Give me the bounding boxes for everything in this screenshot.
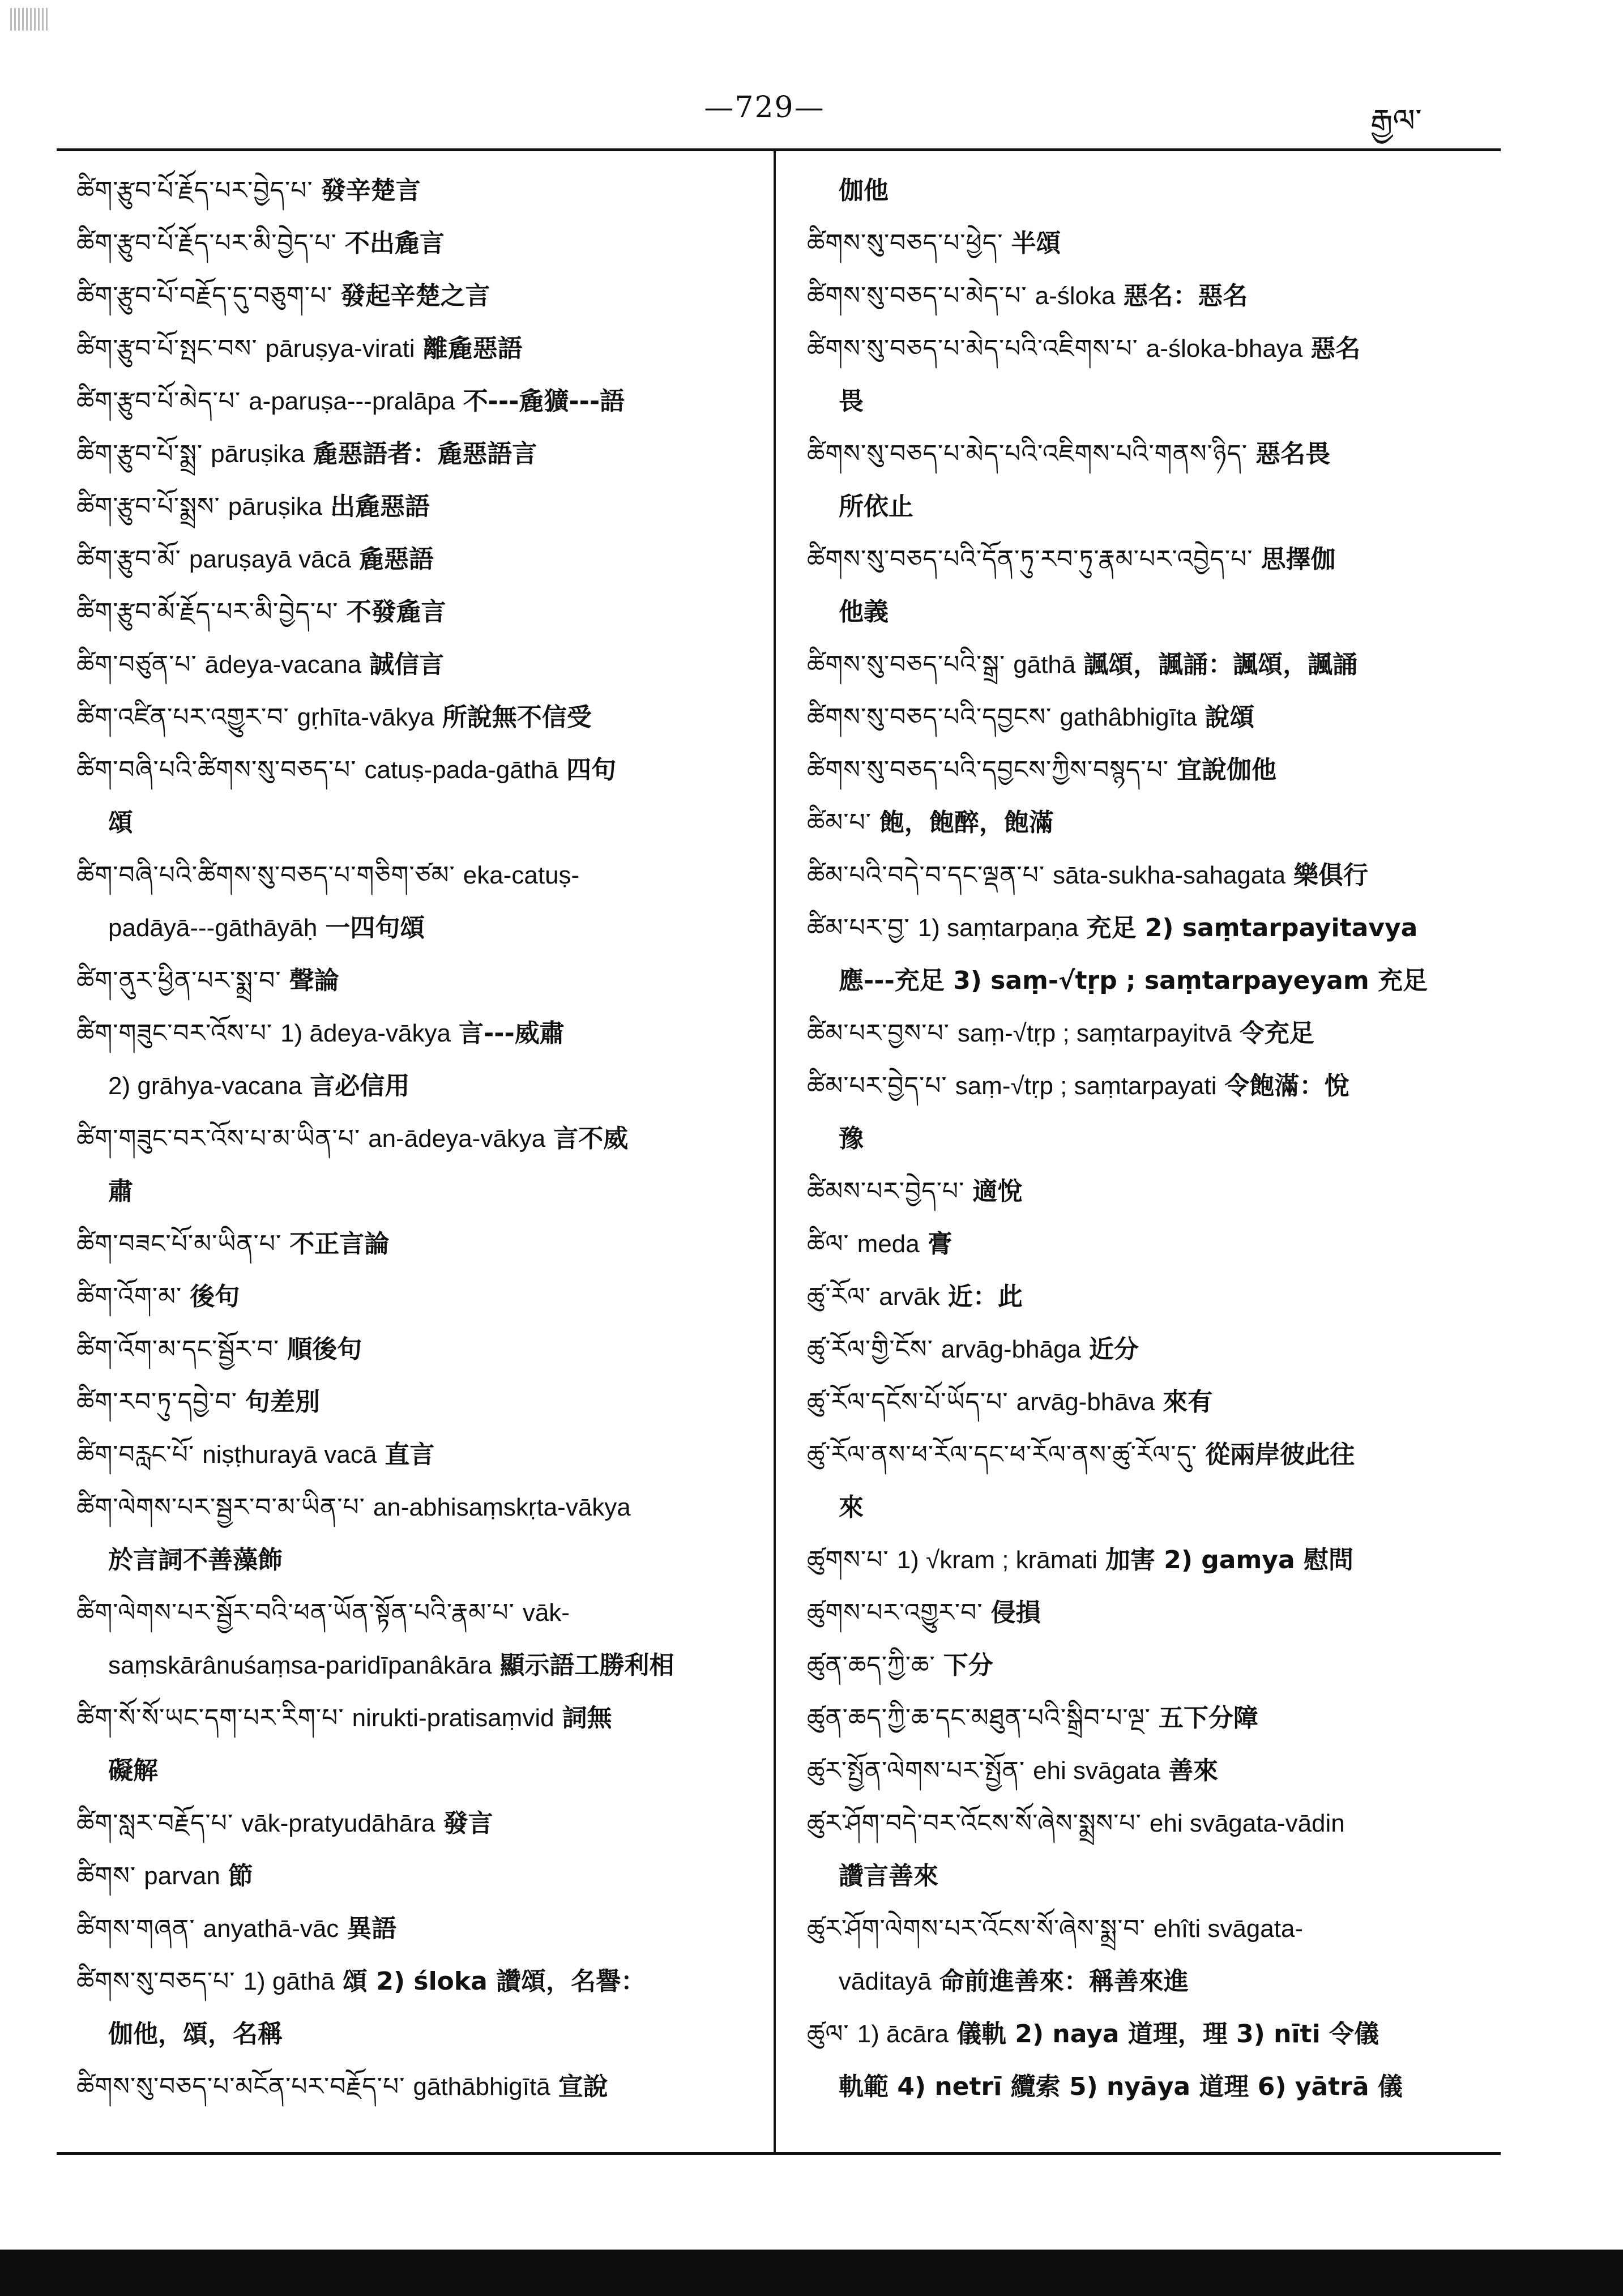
chinese-equivalent: 五下分障 bbox=[1158, 1704, 1258, 1732]
dictionary-entry bbox=[807, 428, 1487, 480]
tibetan-headword: ཚིགས་སུ་བཅད་པ་ bbox=[76, 1967, 236, 1996]
chinese-equivalent: 發起辛楚之言 bbox=[340, 281, 490, 310]
dictionary-entry bbox=[76, 744, 759, 796]
tibetan-headword: ཚུར་ཤོག་བདེ་བར་འོངས་སོ་ཞེས་སྨྲས་པ་ bbox=[807, 1809, 1142, 1838]
tibetan-headword: ཚིགས་སུ་བཅད་པའི་དབྱངས་ bbox=[807, 703, 1052, 732]
tibetan-headword: ཚིགས་སུ་བཅད་པ་མངོན་པར་བརྗོད་པ་ bbox=[76, 2072, 405, 2101]
tibetan-headword: ཚུ་རོལ་ bbox=[807, 1282, 872, 1311]
entry-continuation bbox=[76, 1744, 759, 1797]
sanskrit-equivalent: pāruṣya-virati bbox=[265, 335, 415, 362]
right-column bbox=[807, 164, 1487, 2113]
dictionary-entry bbox=[807, 1270, 1487, 1323]
tibetan-headword: ཚིག་ནུར་ཕྱིན་པར་སྨྲ་བ་ bbox=[76, 966, 281, 995]
sanskrit-equivalent: an-abhisaṃskṛta-vākya bbox=[373, 1493, 631, 1521]
tibetan-headword: ཚུ་རོལ་དངོས་པོ་ཡོད་པ་ bbox=[807, 1388, 1009, 1416]
chinese-equivalent: 惡名：惡名 bbox=[1123, 281, 1248, 310]
tibetan-headword: ཚིག་རྩུབ་མོ་ bbox=[76, 545, 181, 574]
tibetan-headword: ཚིགས་སུ་བཅད་པའི་དབྱངས་ཀྱིས་བསྙད་པ་ bbox=[807, 756, 1169, 784]
tibetan-headword: ཚིག་སོ་སོ་ཡང་དག་པར་རིག་པ་ bbox=[76, 1704, 344, 1732]
chinese-equivalent: 宣說 bbox=[558, 2072, 608, 2101]
dictionary-entry bbox=[807, 638, 1487, 691]
chinese-equivalent: 於言詞不善藻飾 bbox=[108, 1546, 283, 1574]
tibetan-headword: ཚུ་རོལ་ནས་ཕ་རོལ་དང་ཕ་རོལ་ནས་ཚུ་རོལ་དུ་ bbox=[807, 1440, 1198, 1469]
sanskrit-equivalent: vāk- bbox=[522, 1599, 570, 1627]
dictionary-entry bbox=[76, 954, 759, 1007]
sanskrit-equivalent: nirukti-pratisaṃvid bbox=[352, 1704, 554, 1732]
tibetan-headword: ཚིག་རྩུབ་མོ་རྗོད་པར་མི་བྱེད་པ་ bbox=[76, 598, 339, 626]
chinese-equivalent: 顯示語工勝利相 bbox=[499, 1651, 674, 1680]
sanskrit-equivalent: ehi svāgata bbox=[1033, 1757, 1161, 1785]
tibetan-headword: ཚིགས་སུ་བཅད་པའི་སྒྲ་ bbox=[807, 650, 1006, 679]
dictionary-entry bbox=[807, 1376, 1487, 1428]
chinese-equivalent: 發言 bbox=[443, 1809, 493, 1838]
chinese-equivalent: 肅 bbox=[108, 1177, 133, 1206]
sanskrit-equivalent: parvan bbox=[144, 1862, 220, 1890]
chinese-equivalent: 令飽滿：悅 bbox=[1224, 1072, 1349, 1100]
chinese-equivalent: 頌 bbox=[108, 808, 133, 837]
sanskrit-equivalent: saṃ-√tṛp ; saṃtarpayati bbox=[955, 1072, 1217, 1100]
dictionary-entry bbox=[807, 533, 1487, 586]
chinese-equivalent: 讚言善來 bbox=[839, 1862, 938, 1890]
tibetan-headword: ཚིམ་པར་བྱེད་པ་ bbox=[807, 1072, 947, 1100]
dictionary-entry bbox=[76, 217, 759, 270]
chinese-equivalent: 伽他 bbox=[839, 176, 889, 205]
tibetan-headword: ཚིག་རྩུབ་པོ་བརྗོད་དུ་བཅུག་པ་ bbox=[76, 281, 333, 310]
dictionary-entry bbox=[807, 1797, 1487, 1850]
dictionary-entry bbox=[76, 1218, 759, 1270]
dictionary-entry bbox=[807, 1323, 1487, 1376]
tibetan-headword: ཚིག་འཛིན་པར་འགྱུར་བ་ bbox=[76, 703, 289, 732]
chinese-equivalent: 來 bbox=[839, 1493, 864, 1522]
chinese-equivalent: 頌 2) śloka 讚頌，名譽： bbox=[343, 1967, 646, 1996]
dictionary-entry bbox=[76, 1007, 759, 1060]
entry-continuation bbox=[807, 1850, 1487, 1902]
sanskrit-equivalent: ehi svāgata-vādin bbox=[1149, 1810, 1345, 1837]
chinese-equivalent: 飽，飽醉，飽滿 bbox=[879, 808, 1054, 837]
entry-continuation bbox=[76, 2008, 759, 2060]
tibetan-headword: ཚིག་རྩུབ་པོ་རྗོད་པར་བྱེད་པ་ bbox=[76, 176, 313, 205]
dictionary-entry bbox=[807, 796, 1487, 849]
chinese-equivalent: 適悅 bbox=[972, 1177, 1023, 1206]
sanskrit-equivalent: gṛhīta-vākya bbox=[297, 703, 434, 731]
chinese-equivalent: 異語 bbox=[347, 1914, 397, 1943]
dictionary-entry bbox=[807, 691, 1487, 744]
tibetan-headword: ཚིག་གཟུང་བར་འོས་པ་མ་ཡིན་པ་ bbox=[76, 1124, 361, 1153]
chinese-equivalent: 說頌 bbox=[1205, 703, 1255, 732]
sanskrit-equivalent: 1) ādeya-vākya bbox=[280, 1019, 451, 1047]
dictionary-entry bbox=[76, 1428, 759, 1481]
sanskrit-equivalent: arvāg-bhāga bbox=[941, 1335, 1081, 1363]
dictionary-entry bbox=[76, 1902, 759, 1955]
dictionary-entry bbox=[76, 1586, 759, 1639]
dictionary-entry bbox=[807, 1902, 1487, 1955]
chinese-equivalent: 近分 bbox=[1088, 1335, 1139, 1364]
chinese-equivalent: 離麁惡語 bbox=[422, 334, 523, 363]
chinese-equivalent: 礙解 bbox=[108, 1756, 158, 1785]
chinese-equivalent: 令充足 bbox=[1239, 1019, 1314, 1048]
tibetan-headword: ཚིག་བཙུན་པ་ bbox=[76, 650, 197, 679]
sanskrit-equivalent: ehîti svāgata- bbox=[1153, 1915, 1304, 1943]
chinese-equivalent: 加害 2) gamya 慰問 bbox=[1105, 1546, 1353, 1574]
tibetan-headword: ཚུ་རོལ་གྱི་ངོས་ bbox=[807, 1335, 933, 1364]
entry-continuation bbox=[807, 164, 1487, 217]
dictionary-entry bbox=[76, 1955, 759, 2008]
chinese-equivalent: 後句 bbox=[190, 1282, 240, 1311]
tibetan-headword: ཚིགས་ bbox=[76, 1862, 136, 1890]
dictionary-entry bbox=[807, 1586, 1487, 1639]
chinese-equivalent: 宜說伽他 bbox=[1177, 756, 1277, 784]
dictionary-entry bbox=[76, 1692, 759, 1744]
sanskrit-equivalent: sāta-sukha-sahagata bbox=[1053, 861, 1286, 889]
entry-continuation bbox=[807, 1955, 1487, 2008]
tibetan-headword: ཚིགས་སུ་བཅད་པ་ཕྱེད་ bbox=[807, 229, 1003, 258]
sanskrit-equivalent: niṣṭhurayā vacā bbox=[202, 1441, 377, 1469]
sanskrit-equivalent: gathâbhigīta bbox=[1060, 703, 1197, 731]
chinese-equivalent: 儀軌 2) naya 道理，理 3) nīti 令儀 bbox=[956, 2020, 1379, 2049]
chinese-equivalent: 諷頌，諷誦：諷頌，諷誦 bbox=[1083, 650, 1358, 679]
dictionary-entry bbox=[807, 1218, 1487, 1270]
dictionary-entry bbox=[76, 691, 759, 744]
sanskrit-equivalent: vāditayā bbox=[839, 1968, 932, 1995]
chinese-equivalent: 所依止 bbox=[839, 492, 913, 521]
tibetan-headword: ཚིལ་ bbox=[807, 1230, 849, 1258]
tibetan-headword: ཚིག་འོག་མ་དང་སྦྱོར་བ་ bbox=[76, 1335, 280, 1364]
chinese-equivalent: 思擇伽 bbox=[1261, 545, 1336, 574]
column-divider bbox=[774, 148, 776, 2153]
sanskrit-equivalent: 1) gāthā bbox=[243, 1968, 335, 1995]
chinese-equivalent: 聲論 bbox=[289, 966, 339, 995]
chinese-equivalent: 麁惡語者：麁惡語言 bbox=[313, 439, 537, 468]
dictionary-entry bbox=[807, 1534, 1487, 1586]
dictionary-entry bbox=[76, 1797, 759, 1850]
tibetan-headword: ཚུར་ཤོག་ལེགས་པར་འོངས་སོ་ཞེས་སྨྲ་བ་ bbox=[807, 1914, 1146, 1943]
sanskrit-equivalent: saṃskārânuśaṃsa-paridīpanâkāra bbox=[108, 1651, 492, 1679]
chinese-equivalent: 詞無 bbox=[562, 1704, 612, 1732]
dictionary-entry bbox=[807, 849, 1487, 902]
dictionary-entry bbox=[807, 1060, 1487, 1112]
chinese-equivalent: 侵損 bbox=[990, 1598, 1041, 1627]
dictionary-entry bbox=[807, 1165, 1487, 1218]
chinese-equivalent: 下分 bbox=[943, 1651, 993, 1680]
chinese-equivalent: 不發麁言 bbox=[346, 598, 446, 626]
sanskrit-equivalent: padāyā---gāthāyāḥ bbox=[108, 914, 318, 942]
dictionary-entry bbox=[76, 270, 759, 322]
tibetan-headword: ཚིག་རབ་ཏུ་དབྱེ་བ་ bbox=[76, 1388, 237, 1416]
chinese-equivalent: 豫 bbox=[839, 1124, 864, 1153]
sanskrit-equivalent: a-śloka-bhaya bbox=[1146, 335, 1303, 362]
sanskrit-equivalent: a-śloka bbox=[1035, 282, 1116, 310]
dictionary-entry bbox=[76, 1270, 759, 1323]
dictionary-entry bbox=[76, 1112, 759, 1165]
tibetan-headword: ཚིམ་པར་བྱས་པ་ bbox=[807, 1019, 950, 1048]
dictionary-entry bbox=[807, 744, 1487, 796]
entry-continuation bbox=[807, 375, 1487, 428]
dictionary-entry bbox=[76, 375, 759, 428]
entry-continuation bbox=[807, 586, 1487, 638]
dictionary-entry bbox=[807, 2008, 1487, 2060]
sanskrit-equivalent: 2) grāhya-vacana bbox=[108, 1072, 302, 1100]
chinese-equivalent: 出麁惡語 bbox=[330, 492, 430, 521]
entry-continuation bbox=[76, 1060, 759, 1112]
sanskrit-equivalent: pāruṣika bbox=[228, 493, 323, 520]
dictionary-entry bbox=[76, 1323, 759, 1376]
dictionary-entry bbox=[76, 2060, 759, 2113]
chinese-equivalent: 節 bbox=[228, 1862, 253, 1890]
sanskrit-equivalent: paruṣayā vācā bbox=[189, 545, 352, 573]
chinese-equivalent: 句差別 bbox=[245, 1388, 320, 1416]
tibetan-headword: ཚིག་གཟུང་བར་འོས་པ་ bbox=[76, 1019, 273, 1048]
sanskrit-equivalent: vāk-pratyudāhāra bbox=[241, 1810, 435, 1837]
dictionary-entry bbox=[76, 480, 759, 533]
dictionary-entry bbox=[76, 1850, 759, 1902]
entry-continuation bbox=[76, 1534, 759, 1586]
dictionary-entry bbox=[807, 270, 1487, 322]
sanskrit-equivalent: a-paruṣa---pralāpa bbox=[249, 387, 455, 415]
tibetan-headword: ཚིག་རྩུབ་པོ་མེད་པ་ bbox=[76, 387, 241, 416]
sanskrit-equivalent: 1) √kram ; krāmati bbox=[896, 1546, 1097, 1574]
tibetan-headword: ཚུན་ཆད་ཀྱི་ཆ་དང་མཐུན་པའི་སྒྲིབ་པ་ལྔ་ bbox=[807, 1704, 1151, 1732]
chinese-equivalent: 不出麁言 bbox=[344, 229, 445, 258]
sanskrit-equivalent: gāthā bbox=[1013, 651, 1076, 678]
tibetan-headword: ཚིག་རྩུབ་པོ་སྤང་བས་ bbox=[76, 334, 258, 363]
dictionary-entry bbox=[76, 638, 759, 691]
chinese-equivalent: 順後句 bbox=[287, 1335, 362, 1364]
dictionary-entry bbox=[807, 1007, 1487, 1060]
tibetan-headword: ཚིག་བཞི་པའི་ཚིགས་སུ་བཅད་པ་ bbox=[76, 756, 357, 784]
chinese-equivalent: 善來 bbox=[1168, 1756, 1219, 1785]
tibetan-headword: ཚིགས་སུ་བཅད་པ་མེད་པའི་འཇིགས་པའི་གནས་ཉིད་ bbox=[807, 439, 1248, 468]
sanskrit-equivalent: catuṣ-pada-gāthā bbox=[364, 756, 558, 784]
tibetan-headword: ཚིགས་སུ་བཅད་པ་མེད་པ་ bbox=[807, 281, 1027, 310]
chinese-equivalent: 言必信用 bbox=[310, 1072, 410, 1100]
sanskrit-equivalent: 1) ācāra bbox=[857, 2020, 949, 2048]
chinese-equivalent: 他義 bbox=[839, 598, 889, 626]
left-column bbox=[76, 164, 759, 2113]
chinese-equivalent: 命前進善來：稱善來進 bbox=[939, 1967, 1189, 1996]
tibetan-headword: ཚིག་བརླང་པོ་ bbox=[76, 1440, 195, 1469]
tibetan-headword: ཚུན་ཆད་ཀྱི་ཆ་ bbox=[807, 1651, 936, 1680]
tibetan-headword: ཚིགས་གཞན་ bbox=[76, 1914, 195, 1943]
chinese-equivalent: 一四句頌 bbox=[325, 914, 425, 942]
tibetan-headword: ཚིག་ལེགས་པར་སྦྱར་བ་མ་ཡིན་པ་ bbox=[76, 1493, 365, 1522]
dictionary-entry bbox=[76, 1481, 759, 1534]
chinese-equivalent: 膏 bbox=[927, 1230, 953, 1258]
chinese-equivalent: 誠信言 bbox=[369, 650, 445, 679]
dictionary-entry bbox=[807, 1744, 1487, 1797]
dictionary-entry bbox=[76, 322, 759, 375]
chinese-equivalent: 半頌 bbox=[1011, 229, 1061, 258]
tibetan-headword: ཚིག་འོག་མ་ bbox=[76, 1282, 182, 1311]
tibetan-headword: ཚུལ་ bbox=[807, 2020, 849, 2049]
tibetan-headword: ཚིག་ལེགས་པར་སྦྱོར་བའི་ཕན་ཡོན་སྟོན་པའི་རྣམ་པ་ bbox=[76, 1598, 515, 1627]
entry-continuation bbox=[807, 1112, 1487, 1165]
tibetan-headword: ཚིགས་སུ་བཅད་པ་མེད་པའི་འཇིགས་པ་ bbox=[807, 334, 1138, 363]
dictionary-entry bbox=[807, 322, 1487, 375]
top-rule bbox=[57, 148, 1501, 151]
tibetan-headword: ཚིགས་སུ་བཅད་པའི་དོན་ཏུ་རབ་ཏུ་རྣམ་པར་འབྱེད་པ་ bbox=[807, 545, 1253, 574]
chinese-equivalent: 畏 bbox=[839, 387, 864, 416]
chinese-equivalent: 言---威肅 bbox=[458, 1019, 565, 1048]
sanskrit-equivalent: gāthābhigītā bbox=[413, 2073, 550, 2101]
dictionary-entry bbox=[807, 1692, 1487, 1744]
entry-continuation bbox=[76, 1165, 759, 1218]
tibetan-headword: ཚིག་རྩུབ་པོ་རྗོད་པར་མི་བྱེད་པ་ bbox=[76, 229, 337, 258]
dictionary-entry bbox=[807, 1639, 1487, 1692]
entry-continuation bbox=[807, 954, 1487, 1007]
chinese-equivalent: 不正言論 bbox=[289, 1230, 390, 1258]
tibetan-headword: ཚིམས་པར་བྱེད་པ་ bbox=[807, 1177, 965, 1206]
sanskrit-equivalent: eka-catuṣ- bbox=[463, 861, 580, 889]
dictionary-entry bbox=[76, 1376, 759, 1428]
entry-continuation bbox=[76, 796, 759, 849]
bottom-rule bbox=[57, 2152, 1501, 2155]
chinese-equivalent: 言不威 bbox=[553, 1124, 629, 1153]
entry-continuation bbox=[76, 1639, 759, 1692]
dictionary-entry bbox=[76, 586, 759, 638]
entry-continuation bbox=[76, 902, 759, 954]
chinese-equivalent: 樂俱行 bbox=[1293, 861, 1369, 890]
tibetan-headword: ཚུར་སྤྱོན་ལེགས་པར་སྤྱོན་ bbox=[807, 1756, 1026, 1785]
sanskrit-equivalent: an-ādeya-vākya bbox=[368, 1125, 546, 1153]
dictionary-entry bbox=[807, 217, 1487, 270]
chinese-equivalent: 伽他，頌，名稱 bbox=[108, 2020, 283, 2049]
tibetan-headword: ཚུགས་པ་ bbox=[807, 1546, 889, 1574]
tibetan-headword: ཚིག་བཞི་པའི་ཚིགས་སུ་བཅད་པ་གཅིག་ཙམ་ bbox=[76, 861, 455, 890]
scan-bottom-edge bbox=[0, 2250, 1623, 2296]
chinese-equivalent: 軌範 4) netrī 纜索 5) nyāya 道理 6) yātrā 儀 bbox=[839, 2072, 1403, 2101]
chinese-equivalent: 惡名 bbox=[1310, 334, 1361, 363]
running-head: རྒྱལ་ bbox=[1370, 103, 1422, 139]
tibetan-headword: ཚུགས་པར་འགྱུར་བ་ bbox=[807, 1598, 983, 1627]
sanskrit-equivalent: arvāg-bhāva bbox=[1016, 1388, 1155, 1416]
entry-continuation bbox=[807, 2060, 1487, 2113]
sanskrit-equivalent: anyathā-vāc bbox=[203, 1915, 339, 1943]
tibetan-headword: ཚིག་རྩུབ་པོ་སྨྲས་ bbox=[76, 492, 220, 521]
entry-continuation bbox=[807, 480, 1487, 533]
chinese-equivalent: 來有 bbox=[1163, 1388, 1213, 1416]
chinese-equivalent: 直言 bbox=[385, 1440, 435, 1469]
tibetan-headword: ཚིག་སླར་བརྗོད་པ་ bbox=[76, 1809, 234, 1838]
chinese-equivalent: 惡名畏 bbox=[1255, 439, 1331, 468]
sanskrit-equivalent: 1) saṃtarpaṇa bbox=[917, 914, 1079, 942]
chinese-equivalent: 發辛楚言 bbox=[321, 176, 421, 205]
dictionary-entry bbox=[807, 1428, 1487, 1481]
dictionary-entry bbox=[76, 164, 759, 217]
sanskrit-equivalent: saṃ-√tṛp ; saṃtarpayitvā bbox=[957, 1019, 1232, 1047]
dictionary-entry bbox=[76, 428, 759, 480]
tibetan-headword: ཚིམ་པའི་བདེ་བ་དང་ལྡན་པ་ bbox=[807, 861, 1045, 890]
chinese-equivalent: 應---充足 3) saṃ-√tṛp ; saṃtarpayeyam 充足 bbox=[839, 966, 1428, 995]
entry-continuation bbox=[807, 1481, 1487, 1534]
tibetan-headword: ཚིམ་པ་ bbox=[807, 808, 872, 837]
chinese-equivalent: 麁惡語 bbox=[359, 545, 434, 574]
chinese-equivalent: 四句 bbox=[566, 756, 616, 784]
page-number: —729— bbox=[704, 91, 825, 125]
chinese-equivalent: 近：此 bbox=[947, 1282, 1023, 1311]
scan-speck bbox=[10, 8, 50, 31]
chinese-equivalent: 不---麁獷---語 bbox=[463, 387, 625, 416]
chinese-equivalent: 充足 2) saṃtarpayitavya bbox=[1086, 914, 1418, 942]
tibetan-headword: ཚིག་བཟང་པོ་མ་ཡིན་པ་ bbox=[76, 1230, 282, 1258]
tibetan-headword: ཚིག་རྩུབ་པོ་སྨྲ་ bbox=[76, 439, 203, 468]
chinese-equivalent: 所說無不信受 bbox=[442, 703, 592, 732]
sanskrit-equivalent: ādeya-vacana bbox=[204, 651, 362, 678]
sanskrit-equivalent: arvāk bbox=[879, 1283, 940, 1311]
chinese-equivalent: 從兩岸彼此往 bbox=[1205, 1440, 1355, 1469]
dictionary-entry bbox=[807, 902, 1487, 954]
dictionary-entry bbox=[76, 533, 759, 586]
sanskrit-equivalent: pāruṣika bbox=[211, 440, 305, 468]
sanskrit-equivalent: meda bbox=[857, 1230, 920, 1258]
dictionary-entry bbox=[76, 849, 759, 902]
tibetan-headword: ཚིམ་པར་བྱ་ bbox=[807, 914, 910, 942]
